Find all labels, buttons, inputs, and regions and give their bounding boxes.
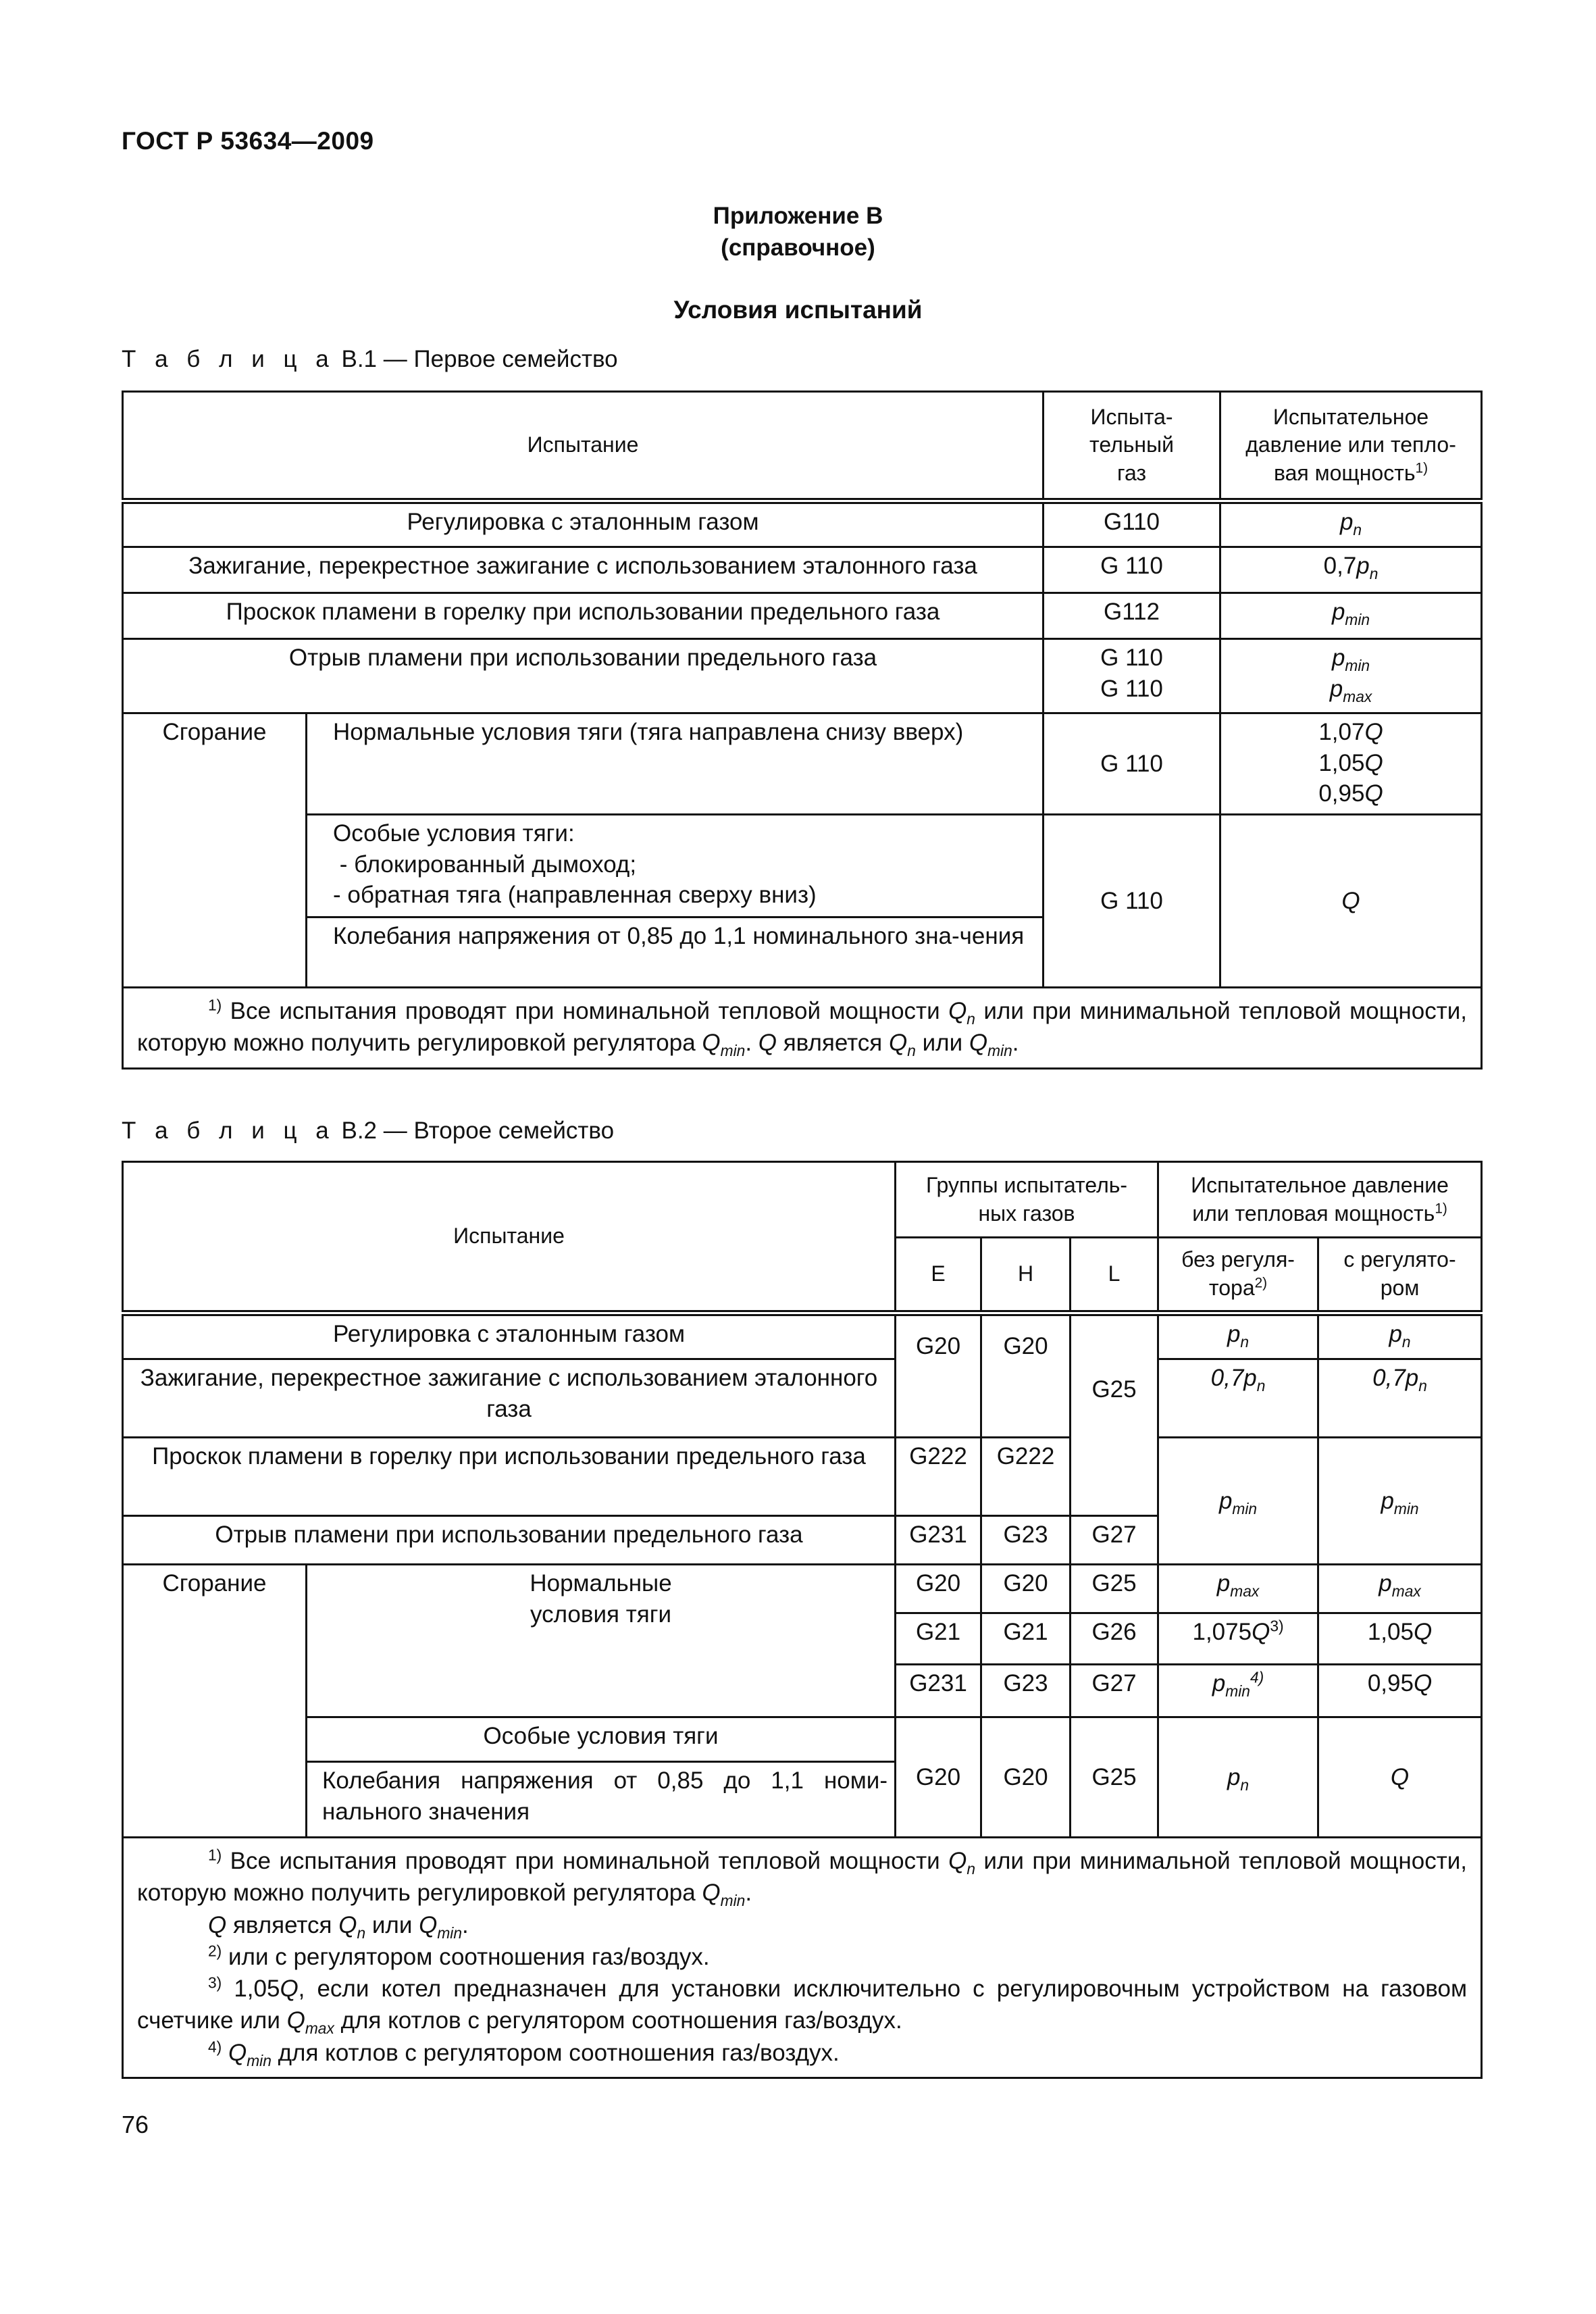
table1-header-pressure: Испытательное давление или тепло- вая мощность$^{1)}$ <box>1220 392 1482 501</box>
table1-pressure-cell: Q <box>1220 815 1482 988</box>
table2-footnote-1a: $^{1)}$ Все испытания проводят при номинальной тепловой мощности $Q_n$ или при минимальной тепловой мощности, которую можно получить регулировкой регулятора $Q_{min}$. <box>137 1846 1468 1910</box>
table-row <box>123 815 1482 917</box>
table2-footnote-2: $^{2)}$ или с регулятором соотношения газ/воздух. <box>208 1942 710 1970</box>
table2-gas-e-cell: G222 <box>896 1438 981 1516</box>
table2-pressure-cell: $p_{max}$ <box>1158 1565 1318 1613</box>
table2-label: Т а б л и ц а В.2 — Второе семейство <box>122 1117 615 1144</box>
table2-test-cell: Проскок пламени в горелку при использовании предельного газа <box>123 1438 896 1516</box>
table1-pressure-cell: $0,7p_n$ <box>1220 547 1482 593</box>
table2-pressure-cell: Q <box>1318 1717 1482 1838</box>
table2-gas-e-cell: G231 <box>896 1516 981 1565</box>
table2-footnote-1b: Q является $Q_n$ или $Q_{min}$. <box>208 1911 469 1942</box>
table2-gas-h-cell: G20 <box>981 1565 1071 1613</box>
table2-gas-e-cell: G20 <box>896 1717 981 1838</box>
document-id: ГОСТ Р 53634—2009 <box>122 127 374 155</box>
table1-gas-cell: G 110 <box>1044 547 1220 593</box>
page-number: 76 <box>122 2111 149 2138</box>
appendix-subtitle: (справочное) <box>721 234 875 261</box>
table1-header-gas: Испыта- тельный газ <box>1044 392 1220 501</box>
table2-pressure-cell: $p_n$ <box>1158 1313 1318 1359</box>
table2-header-test: Испытание <box>123 1162 896 1313</box>
table-2 <box>122 1161 1483 2079</box>
table2-gas-l-cell: G26 <box>1071 1613 1158 1665</box>
table2-gas-e-cell: G21 <box>896 1613 981 1665</box>
table2-gas-l-cell: G27 <box>1071 1665 1158 1717</box>
table1-gas-cell: G112 <box>1044 593 1220 639</box>
table2-header-without-regulator: без регуля- тора$^{2)}$ <box>1158 1238 1318 1313</box>
table1-label: Т а б л и ц а В.1 — Первое семейство <box>122 346 618 372</box>
table2-pressure-cell: $p_{max}$ <box>1318 1565 1482 1613</box>
table2-header-h: H <box>981 1238 1071 1313</box>
table2-test-cell: Регулировка с эталонным газом <box>123 1313 896 1359</box>
table-row <box>123 713 1482 815</box>
table2-pressure-cell: $0,7p_n$ <box>1318 1359 1482 1438</box>
table2-normal-draft-cell: Нормальные условия тяги <box>307 1565 896 1717</box>
table2-special-draft-cell: Особые условия тяги <box>307 1717 896 1762</box>
table2-pressure-cell: $1,075Q^{3)}$ <box>1158 1613 1318 1665</box>
table2-gas-h-cell: G20 <box>981 1717 1071 1838</box>
table-row <box>123 593 1482 639</box>
table-1 <box>122 391 1483 1070</box>
table1-footnote-row <box>123 988 1482 1069</box>
table1-pressure-cell: 1,07Q 1,05Q 0,95Q <box>1220 713 1482 815</box>
table2-footnote-3: $^{3)}$ 1,05Q, если котел предназначен для установки исключительно с регулировочным устройством на газовом счетчике или $Q_{max}$ для котлов с регулятором соотношения газ/воздух. <box>137 1973 1468 2038</box>
table1-combustion-cell: Сгорание <box>123 713 307 988</box>
table-row <box>123 639 1482 713</box>
table-row <box>123 1359 1482 1438</box>
table2-footnote-row <box>123 1838 1482 2078</box>
table1-header-row <box>123 392 1482 501</box>
table2-gas-e-cell: G20 <box>896 1313 981 1438</box>
table1-gas-cell: G 110 G 110 <box>1044 639 1220 713</box>
table1-pressure-cell: $p_{min}$ <box>1220 593 1482 639</box>
table2-combustion-cell: Сгорание <box>123 1565 307 1838</box>
table2-pressure-cell: $p_{min}^{4)}$ <box>1158 1665 1318 1717</box>
table2-voltage-cell: Колебания напряжения от 0,85 до 1,1 номи-нального значения <box>307 1762 896 1838</box>
table2-pressure-cell: $p_{min}$ <box>1318 1438 1482 1565</box>
table-row <box>123 547 1482 593</box>
table2-gas-h-cell: G23 <box>981 1516 1071 1565</box>
table1-gas-cell: G 110 <box>1044 815 1220 988</box>
table1-special-draft-cell: Особые условия тяги: - блокированный дымоход; - обратная тяга (направленная сверху вниз) <box>307 815 1044 917</box>
table2-gas-l-cell: G25 <box>1071 1313 1158 1516</box>
table2-gas-h-cell: G23 <box>981 1665 1071 1717</box>
table-row <box>123 501 1482 547</box>
table1-voltage-cell: Колебания напряжения от 0,85 до 1,1 номинального зна-чения <box>307 917 1044 988</box>
table2-header-row <box>123 1162 1482 1238</box>
table2-gas-l-cell: G27 <box>1071 1516 1158 1565</box>
table2-gas-h-cell: G21 <box>981 1613 1071 1665</box>
table1-test-cell: Регулировка с эталонным газом <box>123 501 1044 547</box>
table-row <box>123 1717 1482 1762</box>
table1-gas-cell: G 110 <box>1044 713 1220 815</box>
section-title: Условия испытаний <box>673 296 923 324</box>
table2-header-l: L <box>1071 1238 1158 1313</box>
table2-header-groups: Группы испытатель- ных газов <box>896 1162 1158 1238</box>
table2-pressure-cell: $p_n$ <box>1318 1313 1482 1359</box>
table2-header-with-regulator: с регулято- ром <box>1318 1238 1482 1313</box>
table2-gas-h-cell: G20 <box>981 1313 1071 1438</box>
table1-header-test: Испытание <box>123 392 1044 501</box>
table2-gas-l-cell: G25 <box>1071 1717 1158 1838</box>
table2-footnote-4: $^{4)}$ $Q_{min}$ для котлов с регулятором соотношения газ/воздух. <box>208 2037 840 2069</box>
table1-pressure-cell: $p_{min}$ $p_{max}$ <box>1220 639 1482 713</box>
table2-pressure-cell: 0,95Q <box>1318 1665 1482 1717</box>
table1-test-cell: Проскок пламени в горелку при использовании предельного газа <box>123 593 1044 639</box>
table2-gas-e-cell: G231 <box>896 1665 981 1717</box>
table1-test-cell: Отрыв пламени при использовании предельного газа <box>123 639 1044 713</box>
table-row <box>123 1313 1482 1359</box>
appendix-title: Приложение В <box>713 203 883 229</box>
table2-header-e: E <box>896 1238 981 1313</box>
table1-test-cell: Зажигание, перекрестное зажигание с использованием эталонного газа <box>123 547 1044 593</box>
table2-footnotes <box>123 1838 1482 2078</box>
table2-pressure-cell: $p_n$ <box>1158 1717 1318 1838</box>
table1-normal-draft-cell: Нормальные условия тяги (тяга направлена снизу вверх) <box>307 713 1044 815</box>
table2-pressure-cell: $0,7p_n$ <box>1158 1359 1318 1438</box>
table2-gas-h-cell: G222 <box>981 1438 1071 1516</box>
table2-header-pressure: Испытательное давление или тепловая мощность$^{1)}$ <box>1158 1162 1482 1238</box>
table2-test-cell: Зажигание, перекрестное зажигание с использованием эталонного газа <box>123 1359 896 1438</box>
table2-gas-e-cell: G20 <box>896 1565 981 1613</box>
table2-test-cell: Отрыв пламени при использовании предельного газа <box>123 1516 896 1565</box>
table2-pressure-cell: $p_{min}$ <box>1158 1438 1318 1565</box>
table-row <box>123 1438 1482 1516</box>
table-row <box>123 1565 1482 1613</box>
table2-pressure-cell: 1,05Q <box>1318 1613 1482 1665</box>
table1-footnote: $^{1)}$ Все испытания проводят при номинальной тепловой мощности $Q_n$ или при минимальной тепловой мощности, которую можно получить регулировкой регулятора $Q_{min}$. Q является $Q_n$ или $Q_{min}$. <box>123 988 1482 1069</box>
table1-gas-cell: G110 <box>1044 501 1220 547</box>
table1-pressure-cell: $p_n$ <box>1220 501 1482 547</box>
table2-gas-l-cell: G25 <box>1071 1565 1158 1613</box>
